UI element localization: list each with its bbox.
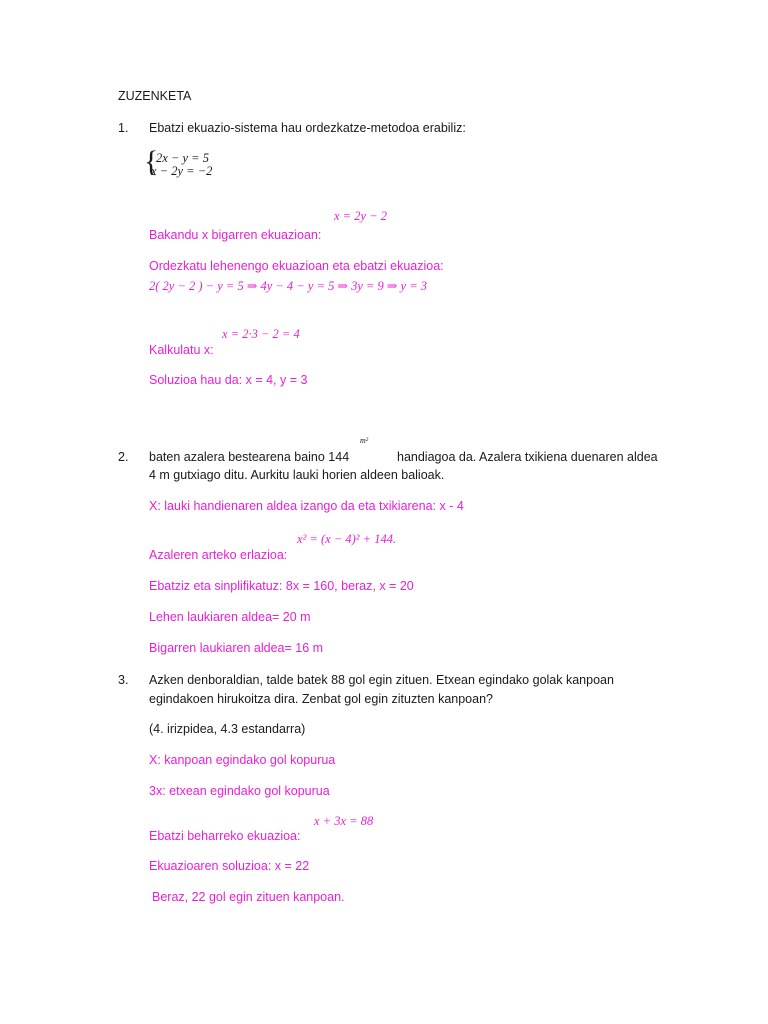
q3-define-x: X: kanpoan egindako gol kopurua xyxy=(149,753,336,767)
q3-line2: egindakoen hirukoitza dira. Zenbat gol egin zituzten kanpoan? xyxy=(149,692,493,706)
q2-first-side: Lehen laukiaren aldea= 20 m xyxy=(149,610,311,624)
system-equation-2: x − 2y = −2 xyxy=(151,164,213,178)
q2-simplify: Ebatziz eta sinplifikatuz: 8x = 160, beraz, x = 20 xyxy=(149,579,414,593)
q2-line2: 4 m gutxiago ditu. Aurkitu lauki horien aldeen balioak. xyxy=(149,468,445,482)
q1-step2-formula: 2( 2y − 2 ) − y = 5 ⇒ 4y − 4 − y = 5 ⇒ 3y = 9 ⇒ y = 3 xyxy=(149,279,428,293)
q2-number: 2. xyxy=(118,450,129,464)
q2-relation-label: Azaleren arteko erlazioa: xyxy=(149,548,288,562)
q1-step1-formula: x = 2y − 2 xyxy=(334,209,387,223)
q2-relation-formula: x² = (x − 4)² + 144. xyxy=(297,532,397,546)
q3-define-3x: 3x: etxean egindako gol kopurua xyxy=(149,784,330,798)
q3-criteria: (4. irizpidea, 4.3 estandarra) xyxy=(149,722,306,736)
page-title: ZUZENKETA xyxy=(118,89,192,103)
q3-solution: Ekuazioaren soluzioa: x = 22 xyxy=(149,859,310,873)
q2-define: X: lauki handienaren aldea izango da eta txikiarena: x - 4 xyxy=(149,499,464,513)
q2-line1-b: handiagoa da. Azalera txikiena duenaren aldea xyxy=(397,450,658,464)
q1-prompt: Ebatzi ekuazio-sistema hau ordezkatze-metodoa erabiliz: xyxy=(149,121,466,135)
q3-equation-label: Ebatzi beharreko ekuazioa: xyxy=(149,829,301,843)
q1-number: 1. xyxy=(118,121,129,135)
q3-line1: Azken denboraldian, talde batek 88 gol egin zituen. Etxean egindako golak kanpoan xyxy=(149,673,614,687)
q1-step2-label: Ordezkatu lehenengo ekuazioan eta ebatzi ekuazioa: xyxy=(149,259,444,273)
system-equation-1: 2x − y = 5 xyxy=(156,151,209,165)
q1-step3-label: Kalkulatu x: xyxy=(149,343,214,357)
system-brace: { xyxy=(144,145,159,178)
q2-line1-a: baten azalera bestearena baino 144 xyxy=(149,450,350,464)
q1-solution: Soluzioa hau da: x = 4, y = 3 xyxy=(149,373,308,387)
q2-second-side: Bigarren laukiaren aldea= 16 m xyxy=(149,641,324,655)
q3-conclusion: Beraz, 22 gol egin zituen kanpoan. xyxy=(152,890,345,904)
q2-unit: m² xyxy=(360,436,369,445)
q1-step1-label: Bakandu x bigarren ekuazioan: xyxy=(149,228,322,242)
q3-number: 3. xyxy=(118,673,129,687)
q3-equation-formula: x + 3x = 88 xyxy=(314,814,374,828)
q1-step3-formula: x = 2·3 − 2 = 4 xyxy=(222,327,300,341)
